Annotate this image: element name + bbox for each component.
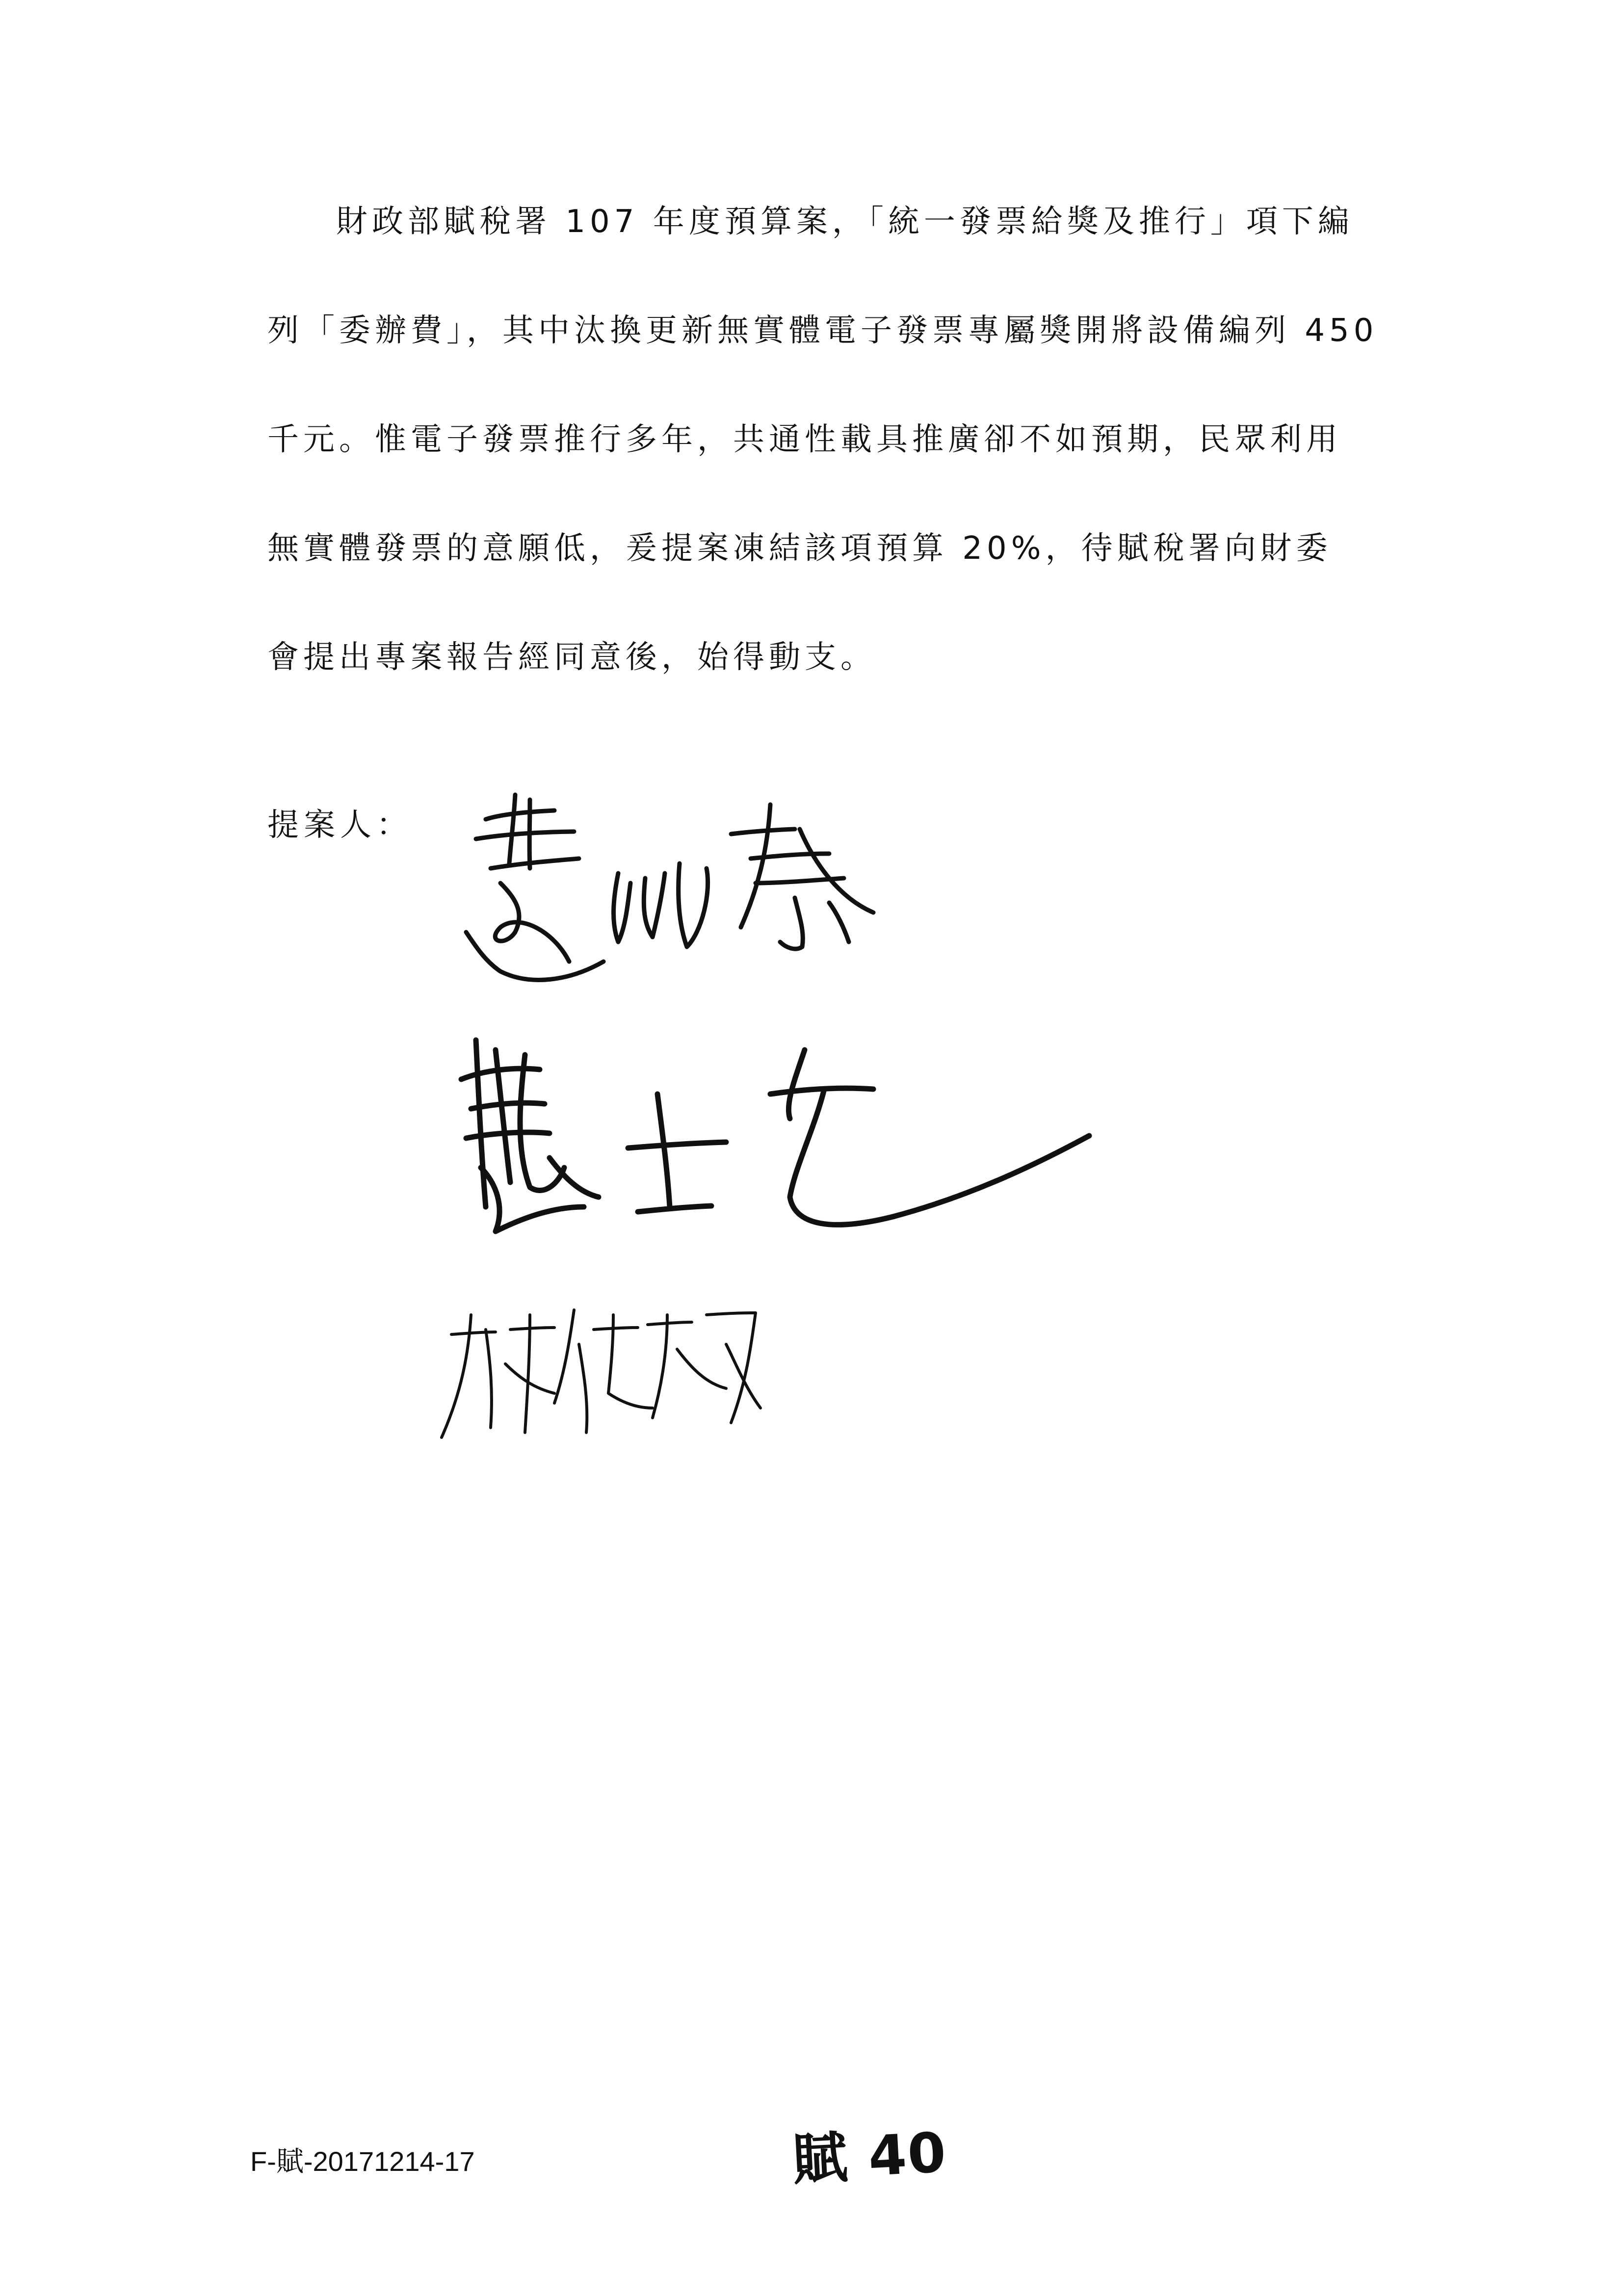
proposer-label: 提案人：: [267, 807, 413, 843]
body-line: 會提出專案報告經同意後，始得動支。: [267, 639, 876, 676]
signature-1: [456, 785, 947, 1030]
document-code: F-賦-20171214-17: [250, 2146, 475, 2177]
body-line: 財政部賦稅署 107 年度預算案，「統一發票給獎及推行」項下編: [336, 204, 1354, 240]
proposal-body: [267, 206, 1411, 751]
signature-3: [432, 1285, 824, 1452]
body-line: 無實體發票的意願低，爰提案凍結該項預算 20%，待賦稅署向財委: [267, 530, 1332, 567]
signature-2: [451, 1020, 1114, 1276]
page-stamp: 賦 40: [790, 2120, 949, 2193]
body-line: 列「委辦費」，其中汰換更新無實體電子發票專屬獎開將設備編列 450: [267, 313, 1378, 349]
body-line: 千元。惟電子發票推行多年，共通性載具推廣卻不如預期，民眾利用: [267, 421, 1342, 458]
